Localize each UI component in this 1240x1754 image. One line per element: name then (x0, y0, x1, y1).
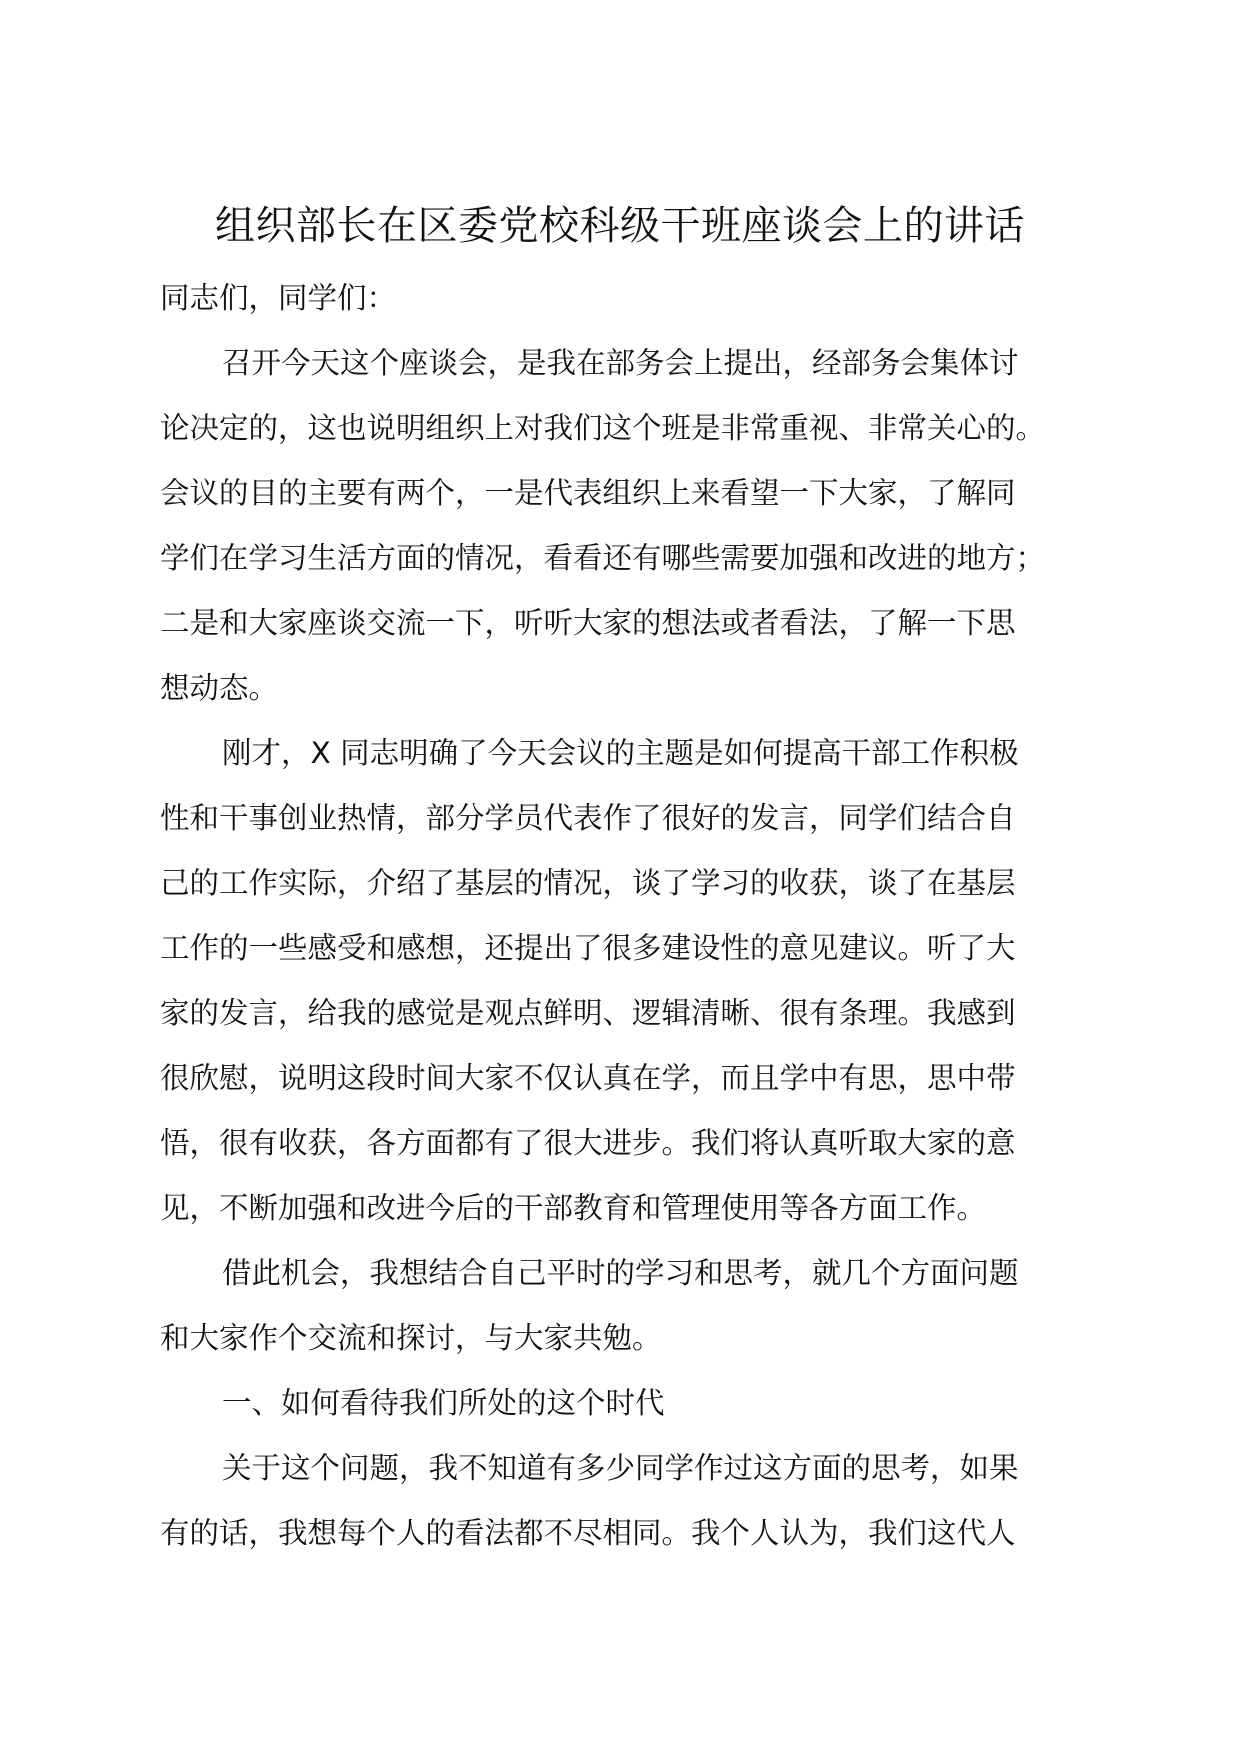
paragraph-2-line-7: 悟，很有收获，各方面都有了很大进步。我们将认真听取大家的意 (160, 1126, 1016, 1160)
paragraph-1-line-3: 会议的目的主要有两个，一是代表组织上来看望一下大家，了解同 (160, 476, 1016, 510)
paragraph-4-line-1: 关于这个问题，我不知道有多少同学作过这方面的思考，如果 (222, 1451, 1019, 1485)
paragraph-1-line-4: 学们在学习生活方面的情况，看看还有哪些需要加强和改进的地方； (160, 541, 1046, 575)
paragraph-1-line-5: 二是和大家座谈交流一下，听听大家的想法或者看法，了解一下思 (160, 606, 1016, 640)
paragraph-3-line-2: 和大家作个交流和探讨，与大家共勉。 (160, 1321, 662, 1355)
paragraph-2-line-5: 家的发言，给我的感觉是观点鲜明、逻辑清晰、很有条理。我感到 (160, 996, 1016, 1030)
paragraph-2-line-4: 工作的一些感受和感想，还提出了很多建设性的意见建议。听了大 (160, 931, 1016, 965)
paragraph-1-line-2: 论决定的，这也说明组织上对我们这个班是非常重视、非常关心的。 (160, 411, 1046, 445)
paragraph-4-line-2: 有的话，我想每个人的看法都不尽相同。我个人认为，我们这代人 (160, 1516, 1016, 1550)
paragraph-2-line-8: 见，不断加强和改进今后的干部教育和管理使用等各方面工作。 (160, 1191, 987, 1225)
document-title: 组织部长在区委党校科级干班座谈会上的讲话 (215, 203, 1025, 249)
salutation: 同志们，同学们： (160, 281, 397, 315)
paragraph-2-line-3: 己的工作实际，介绍了基层的情况，谈了学习的收获，谈了在基层 (160, 866, 1016, 900)
paragraph-2-line-6: 很欣慰，说明这段时间大家不仅认真在学，而且学中有思，思中带 (160, 1061, 1016, 1095)
paragraph-1-line-6: 想动态。 (160, 671, 279, 705)
paragraph-1-line-1: 召开今天这个座谈会，是我在部务会上提出，经部务会集体讨 (222, 346, 1019, 380)
paragraph-2-line-2: 性和干事创业热情，部分学员代表作了很好的发言，同学们结合自 (160, 801, 1016, 835)
document-body (160, 266, 1120, 1566)
section-heading-1: 一、如何看待我们所处的这个时代 (222, 1386, 665, 1420)
paragraph-3-line-1: 借此机会，我想结合自己平时的学习和思考，就几个方面问题 (222, 1256, 1019, 1290)
paragraph-2-line-1: 刚才，X 同志明确了今天会议的主题是如何提高干部工作积极 (222, 736, 1019, 770)
